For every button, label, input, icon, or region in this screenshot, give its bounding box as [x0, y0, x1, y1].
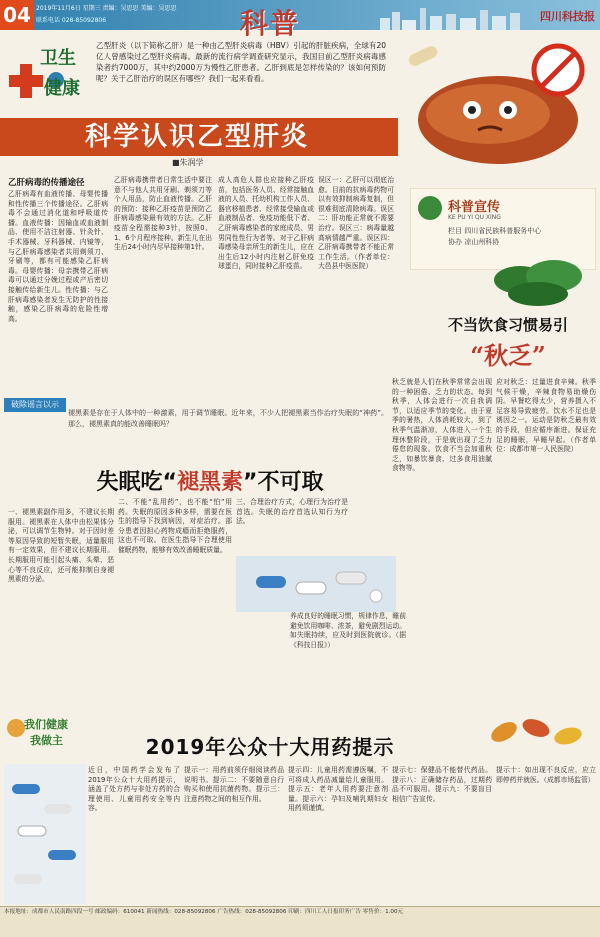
- capsules-photo: [4, 764, 86, 904]
- health-logo-text-top: 卫生: [40, 48, 76, 69]
- article-column: 二、不能“乱用药”，也不能“怕”用药。失眠的原因多种多样，需要在医生的指导下找到病因，对症治疗。部分患者因担心药物成瘾而拒绝服药，这也不可取。在医生指导下合理使用催眠药物，能够有效改善睡眠质量。: [118, 498, 232, 554]
- subheading-transmission: 乙肝病毒的传播途径: [8, 178, 85, 188]
- article-headline: 科学认识乙型肝炎: [84, 122, 309, 152]
- health-logo-text-bottom: 健康: [44, 78, 80, 99]
- article-column: 近日，中国药学会发布了2019年公众十大用药提示，涵盖了处方药与非处方药的合理使用、儿童用药安全等内容。: [88, 766, 180, 813]
- autumn-leaves-illustration: [484, 708, 600, 756]
- article-column: 应对秋乏：过量进食辛辣。秋季气候干燥，辛辣食物易助燥伤阴。早餐吃得太少，营养摄入不足容易导致疲劳。饮水不足也是诱因之一。运动是防秋乏最有效的手段，但应循序渐进。保证充足的睡眠，早睡早起。（作者单位：成都市第一人民医院）: [496, 378, 596, 454]
- headline-part: ”不可取: [243, 470, 324, 495]
- autumn-article-headline: 不当饮食习惯易引: [447, 316, 568, 334]
- city-skyline-illustration: [380, 4, 530, 30]
- article-column: 养成良好的睡眠习惯，规律作息，睡前避免饮用咖啡、浓茶，避免剧烈运动。如失眠持续，应及时到医院就诊。（据《科技日报》）: [290, 612, 406, 649]
- promo-sponsor-line: 协办 凉山州科协: [448, 238, 500, 246]
- masthead-info-line: 2019年11月6日 星期三 责编：吴思思 美编：吴思思: [36, 5, 177, 12]
- promo-title: 科普宣传: [448, 200, 501, 215]
- liver-cartoon-illustration: [388, 30, 598, 180]
- article-headline: [60, 466, 360, 500]
- article-byline: ■朱润学: [172, 158, 204, 167]
- article-column: 秋乏就是人们在秋季常常会出现的一种困倦、乏力的状态。每到秋季，人体会进行一次自我调节，以适应季节的变化。由于夏季的暑热，人体消耗较大，到了秋季气温渐凉，人体进入一个生理休整阶段，于是就出现了乏力倦怠的现象。饮食不当会加重秋乏，如暴饮暴食、过多食用油腻食物等。: [392, 378, 492, 473]
- campaign-logo-text-top: 我们健康: [24, 718, 68, 731]
- article-column: 提示四：儿童用药需遵医嘱，不可将成人药品减量给儿童服用。提示五：老年人用药要注意剂量。提示六：孕妇及哺乳期妇女用药须谨慎。: [288, 766, 388, 813]
- promo-subtitle: KE PU YI QU XING: [448, 214, 501, 221]
- article-column: 成人高危人群也应接种乙肝疫苗，包括医务人员、经常接触血液的人员、托幼机构工作人员、器官移植患者、经常接受输血或血液制品者、免疫功能低下者、乙肝病毒感染者的家庭成员、男男同性性行为者等。对于乙肝病毒感染母亲所生的新生儿，应在出生后12小时内注射乙肝免疫球蛋白，同时接种乙肝疫苗。: [218, 176, 314, 271]
- article-column: 误区一：乙肝可以彻底治愈。目前的抗病毒药物可以有效抑制病毒复制，但很难彻底清除病毒。误区二：肝功能正常就不需要治疗。误区三：病毒量越高病情越严重。误区四：乙肝病毒携带者不能正常工作生活。（作者单位：大邑县中医医院）: [318, 176, 394, 271]
- page-footer: 本报地址：成都市人民南路四段一号 邮政编码：610041 新闻热线：028-85092806 广告热线：028-85092806 印刷：四川工人日报印务广告 零售价：1.00元: [0, 906, 600, 937]
- article-column: 提示一：用药前须仔细阅读药品说明书。提示二：不要随意自行购买和使用抗菌药物。提示三：注意药物之间的相互作用。: [184, 766, 284, 803]
- campaign-logo-text-bottom: 我做主: [30, 734, 63, 747]
- rumor-busting-tag: 破除谣言以示: [4, 398, 66, 412]
- article-column: 提示七：保健品不能替代药品。提示八：正确储存药品，过期药品不可服用。提示九：不要盲目相信广告宣传。: [392, 766, 492, 803]
- article-lead: 褪黑素是存在于人体中的一种激素，用于调节睡眠。近年来，不少人把褪黑素当作治疗失眠的“神药”。那么，褪黑素真的能改善睡眠吗？: [68, 409, 388, 428]
- page-number: 04: [0, 0, 34, 30]
- section-title: 科普: [240, 7, 301, 40]
- article-column: 提示十：如出现不良反应，应立即停药并就医。（成都市场监管）: [496, 766, 596, 784]
- article-column: 一、褪黑素副作用多，不建议长期服用。褪黑素在人体中由松果体分泌，可以调节生物钟。对于因时差等原因导致的短暂失眠，适量服用有一定效果，但不建议长期服用。长期服用可能引起头痛、头晕、恶心等不良反应，还可能抑制自身褪黑素的分泌。: [8, 508, 114, 584]
- masthead-contact-line: 联系电话 028-85092806: [36, 17, 107, 24]
- newspaper-name: 四川科技报: [540, 10, 595, 23]
- autumn-article-headline-highlight: “秋乏”: [470, 341, 546, 370]
- article-column: 乙肝病毒携带者日常生活中要注意不与他人共用牙刷、剃须刀等个人用品，防止血液传播。乙肝的预防：接种乙肝疫苗是预防乙肝病毒感染最有效的方法。乙肝疫苗全程需接种3针，按照0、1、6个月程序接种。新生儿在出生后24小时内尽早接种第1针。: [114, 176, 212, 252]
- headline-highlight: 褪黑素: [176, 470, 243, 495]
- article-headline: 2019年公众十大用药提示: [145, 735, 395, 759]
- green-plant-illustration: [490, 250, 590, 310]
- pills-photo: [236, 556, 396, 612]
- article-intro: 乙型肝炎（以下简称乙肝）是一种由乙型肝炎病毒（HBV）引起的肝脏疾病，全球有20亿人曾感染过乙型肝炎病毒。最新的流行病学调查研究显示，我国目前乙型肝炎病毒感染者约7000万，其中约2000万为慢性乙肝患者。乙肝到底是怎样传染的？该如何预防呢？关于乙肝治疗的误区有哪些？我们一起来看看。: [96, 41, 386, 83]
- article-column: 三、合理治疗方式，心理行为治疗是首选。失眠的治疗首选认知行为疗法。: [236, 498, 348, 526]
- article-column: 乙肝病毒有血液传播、母婴传播和性传播三个传播途径。乙肝病毒不会通过消化道和呼吸道传播。血液传播：因输血或血液制品、使用不洁注射器、针灸针、手术器械、牙科器械、内镜等，与乙肝病毒感染者共用剃须刀、牙刷等，都有可能感染乙肝病毒。母婴传播：母亲携带乙肝病毒可以通过分娩过程或产后密切接触传给新生儿。性传播：与乙肝病毒感染者发生无防护的性接触，感染乙肝病毒的危险性增高。: [8, 190, 108, 323]
- headline-part: 失眠吃“: [96, 470, 177, 495]
- promo-sponsor-line: 栏目 四川省民族科普服务中心: [448, 227, 542, 235]
